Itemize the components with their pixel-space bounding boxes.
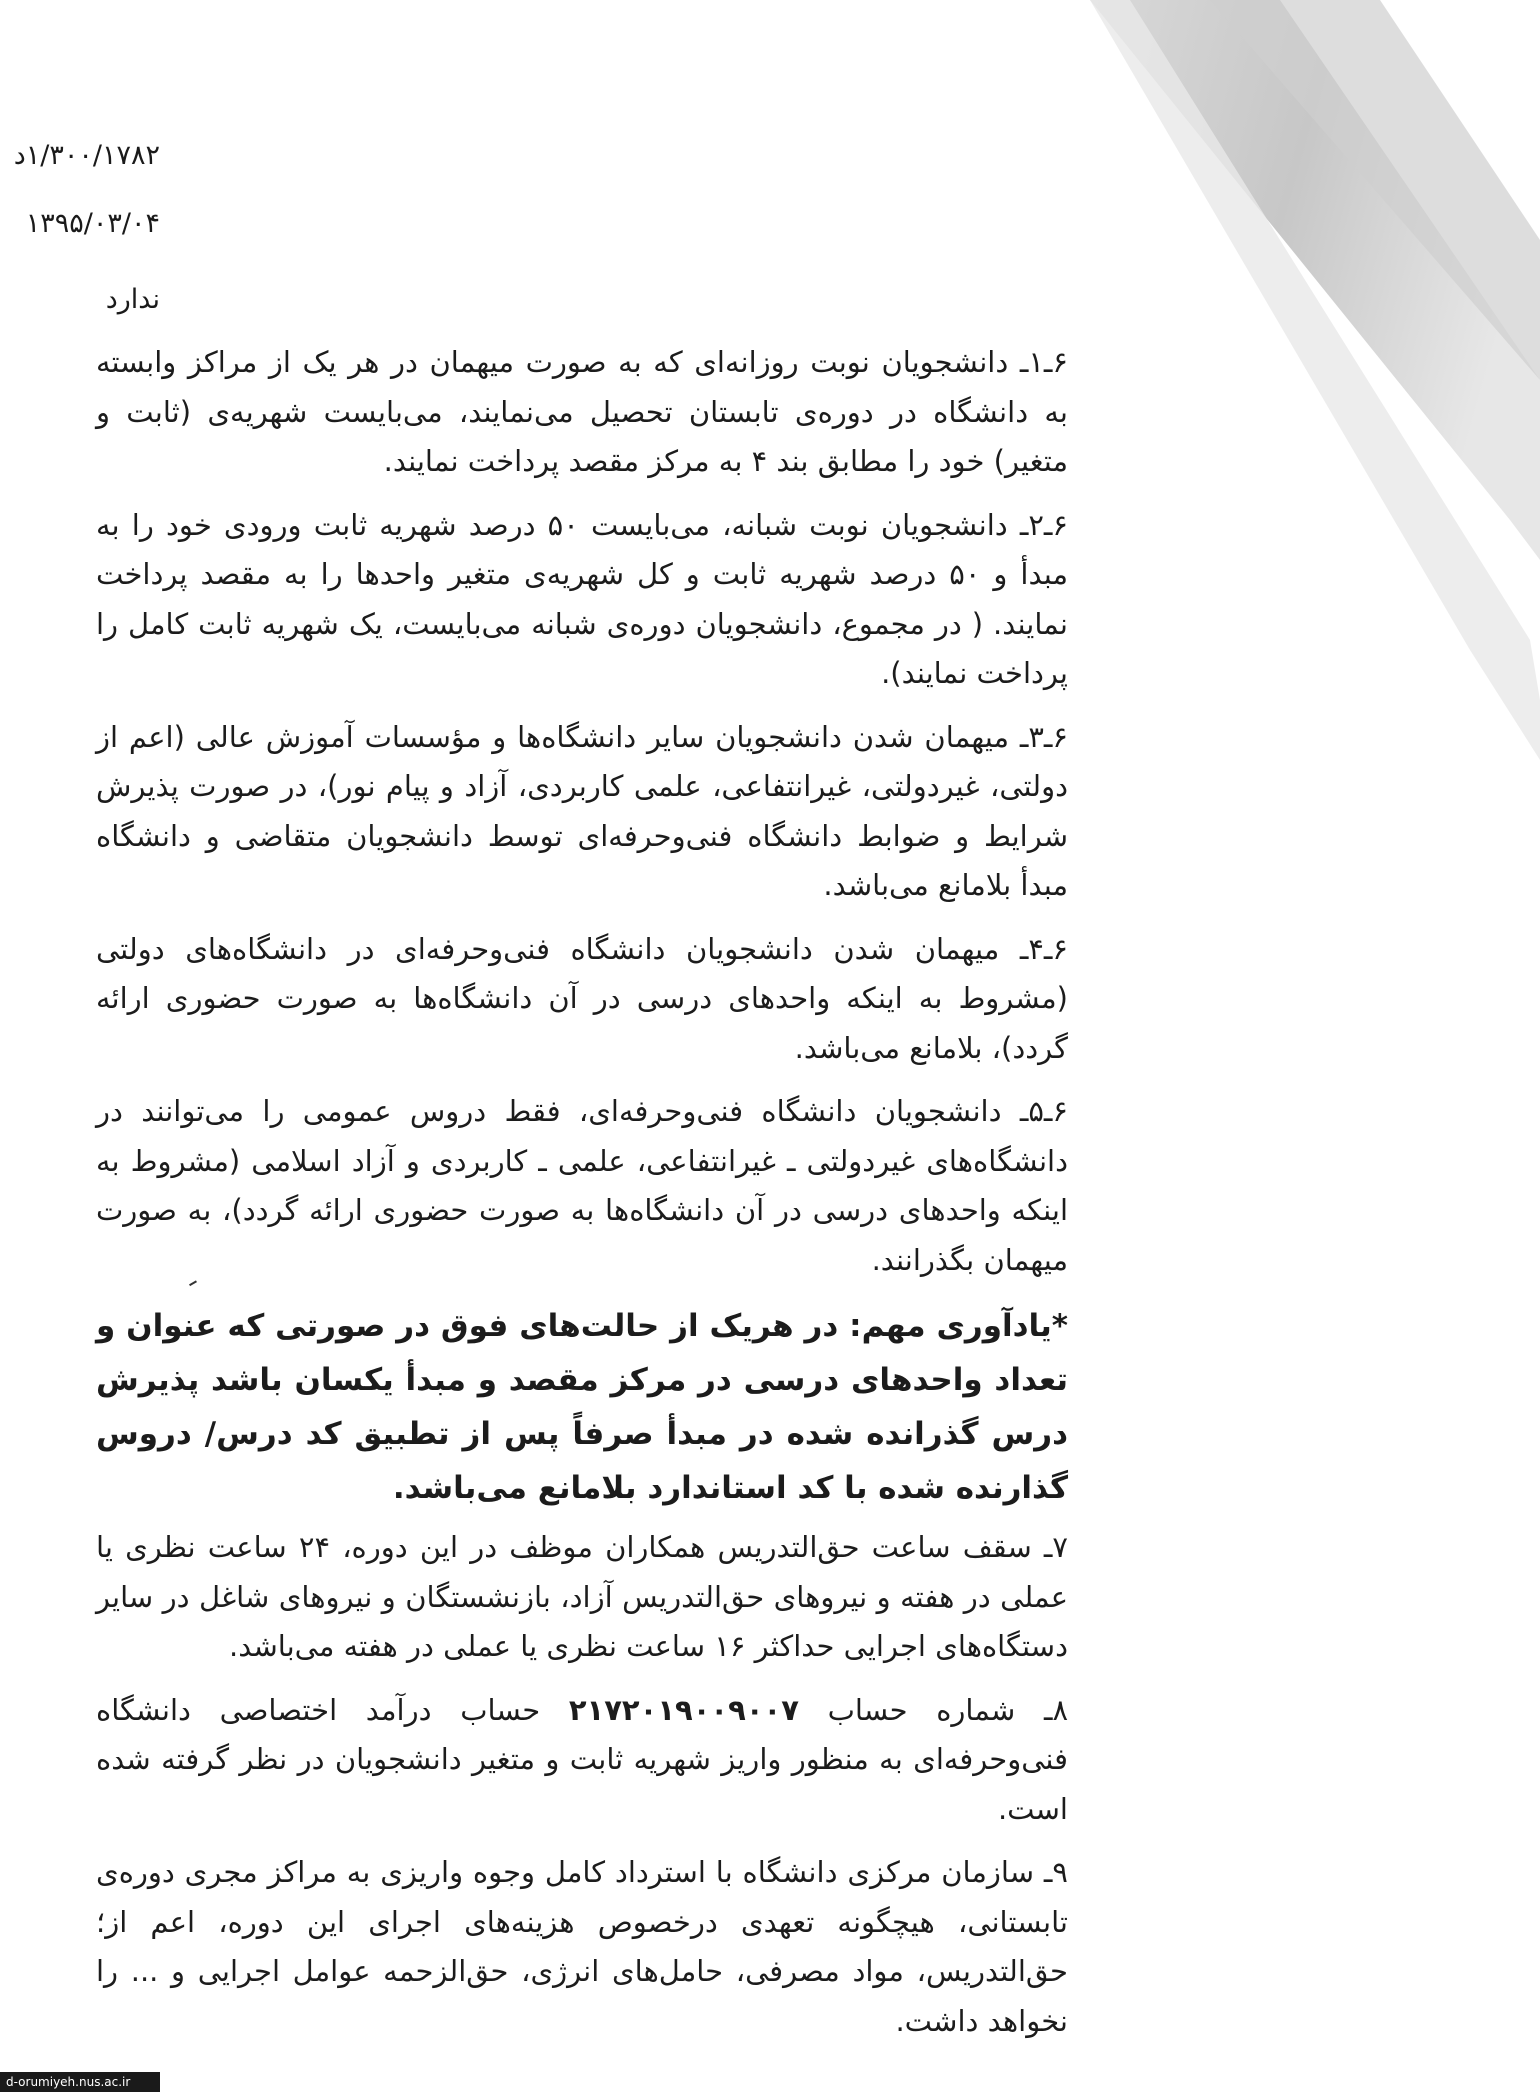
paragraph-7: ۷ـ سقف ساعت حق‌التدریس همکاران موظف در این دوره، ۲۴ ساعت نظری یا عملی در هفته و نیروهای حق‌التدریس آزاد، بازنشستگان و نیروهای شاغل در سایر دستگاه‌های اجرایی حداکثر ۱۶ ساعت نظری یا عملی در هفته می‌باشد. bbox=[96, 1530, 1068, 1663]
important-note: *یادآوری مهم: در هریک از حالت‌های فوق در صورتی که عنوان و تعداد واحدهای درسی در مرکز مقصد و مبدأ یکسان باشد پذیرش درس گذرانده شده در مبدأ صرفاً پس از تطبیق کد درس/ دروس گذارنده شده با کد استاندارد بلامانع می‌باشد. bbox=[96, 1308, 1068, 1506]
paragraph-8-suffix: حساب درآمد اختصاصی دانشگاه فنی‌وحرفه‌ای به منظور واریز شهریه ثابت و متغیر دانشجویان در نظر گرفته شده است. bbox=[96, 1692, 1068, 1826]
attachment-status: ندارد bbox=[105, 284, 160, 315]
reference-number: ۱/۳۰۰/۱۷۸۲د bbox=[13, 140, 160, 171]
paragraph-9: ۹ـ سازمان مرکزی دانشگاه با استرداد کامل وجوه واریزی به مراکز مجری دوره‌ی تابستانی، هیچگونه تعهدی درخصوص هزینه‌های اجرای این دوره، اعم از؛ حق‌التدریس، مواد مصرفی، حامل‌های انرژی، حق‌الزحمه عوامل اجرایی و ... را نخواهد داشت. bbox=[96, 1855, 1068, 2038]
paragraph-6-1: ۶ـ۱ـ دانشجویان نوبت روزانه‌ای که به صورت میهمان در هر یک از مراکز وابسته به دانشگاه در دوره‌ی تابستان تحصیل می‌نمایند، می‌بایست شهریه‌ی (ثابت و متغیر) خود را مطابق بند ۴ به مرکز مقصد پرداخت نمایند. bbox=[96, 345, 1068, 478]
paragraph-8-prefix: ۸ـ شماره حساب bbox=[827, 1692, 1069, 1727]
paragraph-6-5: ۶ـ۵ـ دانشجویان دانشگاه فنی‌وحرفه‌ای، فقط دروس عمومی را می‌توانند در دانشگاه‌های غیردولتی ـ غیرانتفاعی، علمی ـ کاربردی و آزاد اسلامی (مشروط به اینکه واحدهای درسی در آن دانشگاه‌ها به صورت حضوری ارائه گردد)، به صورت میهمان بگذرانند. bbox=[96, 1094, 1068, 1277]
paragraph-8 bbox=[96, 1686, 1068, 1835]
website-watermark: d-orumiyeh.nus.ac.ir bbox=[0, 2072, 160, 2092]
paragraph-6-3: ۶ـ۳ـ میهمان شدن دانشجویان سایر دانشگاه‌ها و مؤسسات آموزش عالی (اعم از دولتی، غیردولتی، غیرانتفاعی، علمی کاربردی، آزاد و پیام نور)، در صورت پذیرش شرایط و ضوابط دانشگاه فنی‌وحرفه‌ای توسط دانشجویان متقاضی و دانشگاه مبدأ بلامانع می‌باشد. bbox=[96, 719, 1068, 902]
paragraph-6-2: ۶ـ۲ـ دانشجویان نوبت شبانه، می‌بایست ۵۰ درصد شهریه ثابت ورودی خود را به مبدأ و ۵۰ درصد شهریه ثابت و کل شهریه‌ی متغیر واحدها را به مقصد پرداخت نمایند. ( در مجموع، دانشجویان دوره‌ی شبانه می‌بایست، یک شهریه ثابت کامل را پرداخت نمایند). bbox=[96, 507, 1068, 690]
paragraph-6-4: ۶ـ۴ـ میهمان شدن دانشجویان دانشگاه فنی‌وحرفه‌ای در دانشگاه‌های دولتی (مشروط به اینکه واحدهای درسی در آن دانشگاه‌ها به صورت حضوری ارائه گردد)، بلامانع می‌باشد. bbox=[96, 931, 1068, 1065]
document-body bbox=[96, 338, 1068, 2060]
document-date: ۱۳۹۵/۰۳/۰۴ bbox=[25, 208, 160, 239]
account-number: ۲۱۷۲۰۱۹۰۰۹۰۰۷ bbox=[568, 1692, 799, 1727]
